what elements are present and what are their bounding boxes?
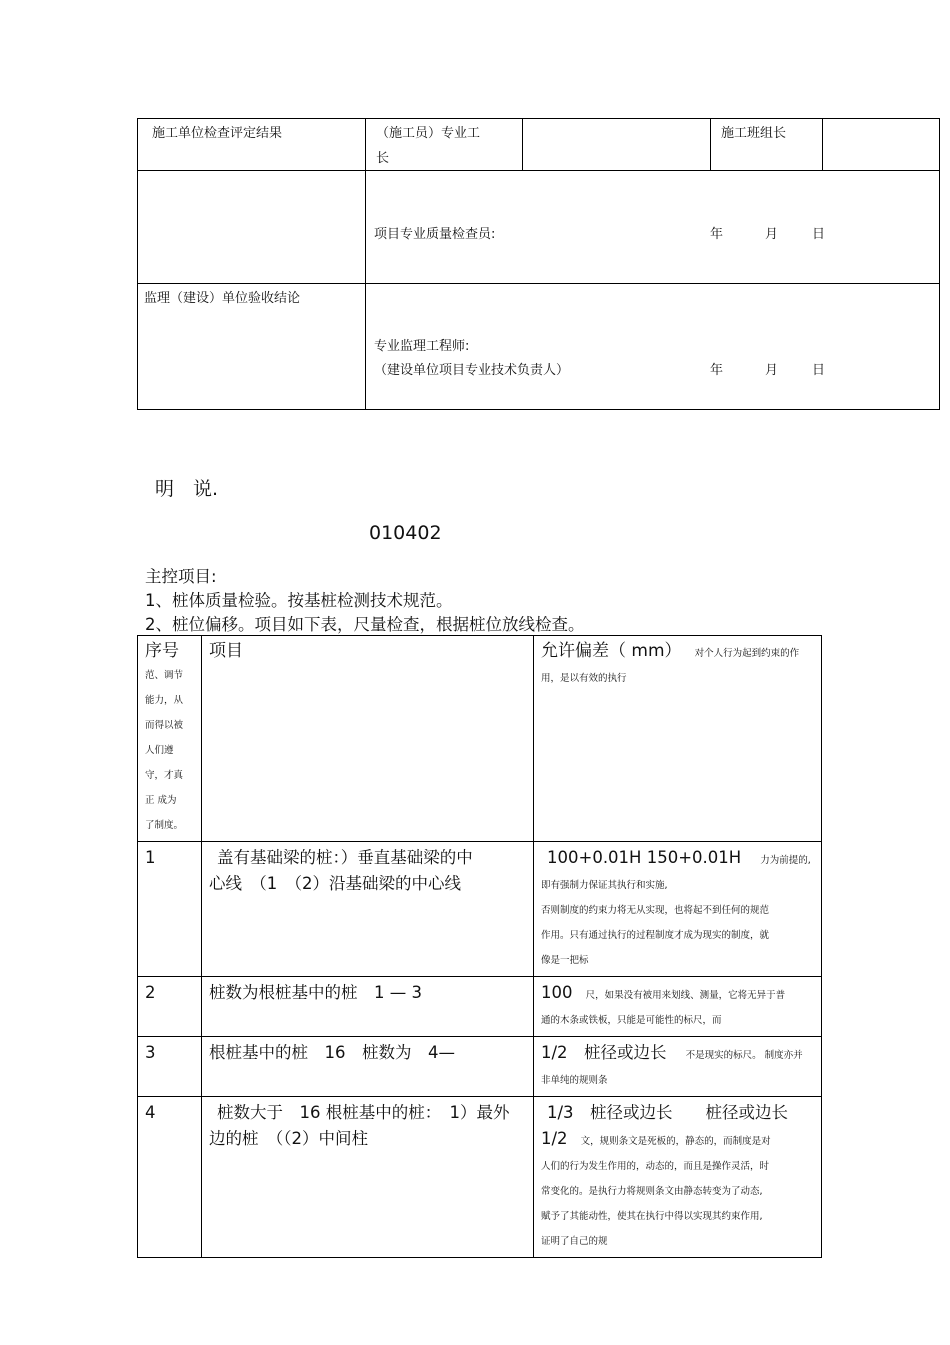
supervisor-month: 月 <box>765 363 779 378</box>
row-item-line: 根桩基中的桩 16 桩数为 4— <box>209 1043 455 1062</box>
inspector-label: 项目专业质量检查员: <box>374 227 496 242</box>
owner-rep-label: （建设单位项目专业技术负责人） <box>374 363 570 378</box>
row-tol-main: 1/3 桩径或边长 桩径或边长 <box>547 1103 789 1122</box>
seq-note-line: 了制度。 <box>145 820 184 831</box>
inspector-year: 年 <box>710 227 724 242</box>
construction-result-label: 施工单位检查评定结果 <box>152 126 283 141</box>
row-seq: 4 <box>138 1097 202 1258</box>
table-header-row <box>138 636 822 842</box>
supervision-label-cell <box>138 284 366 410</box>
row-tol-note-line: 像是一把标 <box>541 955 589 966</box>
row-seq: 3 <box>138 1037 202 1097</box>
seq-header-cell <box>138 636 202 842</box>
team-leader-label: 施工班组长 <box>721 126 787 141</box>
seq-note-line: 正 成为 <box>145 795 177 806</box>
team-leader-label-cell <box>711 119 823 171</box>
section-code: 010402 <box>369 522 442 544</box>
tol-header-cell <box>534 636 822 842</box>
foreman-label-cell <box>366 119 523 171</box>
construction-result-label-cell <box>138 119 366 171</box>
main-item-2: 2、桩位偏移。项目如下表，尺量检查，根据桩位放线检查。 <box>145 615 585 634</box>
supervisor-year: 年 <box>710 363 724 378</box>
row-tol-note-line: 证明了自己的规 <box>541 1236 608 1247</box>
section-heading: 明 说. <box>155 478 219 500</box>
blank-cell <box>138 171 366 284</box>
row-tol-note-line: 人们的行为发生作用的，动态的，而且是操作灵活，时 <box>541 1161 770 1172</box>
row-item-cell <box>202 1037 534 1097</box>
inspector-month: 月 <box>765 227 779 242</box>
main-items-label: 主控项目: <box>145 567 217 586</box>
row-tol-note: 文，规则条文是死板的，静态的，而制度是对 <box>580 1136 771 1147</box>
team-leader-value-cell <box>823 119 940 171</box>
tol-header-note: 对个人行为起到约束的作 <box>694 648 800 659</box>
main-item-1: 1、桩体质量检验。按基桩检测技术规范。 <box>145 591 453 610</box>
tol-header-note-line2: 用，是以有效的执行 <box>541 673 627 684</box>
supervisor-day: 日 <box>812 363 826 378</box>
row-tol-note-line: 通的木条或铁板，只能是可能性的标尺，而 <box>541 1015 722 1026</box>
row-tol-note-line: 否则制度的约束力将无从实现，也将起不到任何的规范 <box>541 905 770 916</box>
item-header: 项目 <box>209 641 243 661</box>
row-tol-note-line: 作用。只有通过执行的过程制度才成为现实的制度，就 <box>541 930 770 941</box>
row-item-cell <box>202 977 534 1037</box>
row-tol-main-2: 1/2 <box>541 1129 568 1148</box>
seq-note-line: 而得以被 <box>145 720 184 731</box>
row-item-line: 桩数大于 16 根桩基中的桩： 1）最外 <box>217 1103 510 1122</box>
foreman-label-line2: 长 <box>376 151 390 166</box>
row-item-line: 边的桩 （（2）中间柱 <box>209 1129 368 1148</box>
row-tol-cell <box>534 1037 822 1097</box>
table-row <box>138 1037 822 1097</box>
row-tol-note-line: 常变化的。是执行力将规则条文由静态转变为了动态, <box>541 1186 763 1197</box>
seq-header: 序号 <box>145 641 179 661</box>
seq-note-line: 人们遵 <box>145 745 174 756</box>
item-header-cell <box>202 636 534 842</box>
inspector-day: 日 <box>812 227 826 242</box>
row-tol-main: 1/2 桩径或边长 <box>541 1043 667 1062</box>
row-tol-note-line: 非单纯的规则条 <box>541 1075 608 1086</box>
signoff-table <box>137 118 940 410</box>
tol-header: 允许偏差（ mm） <box>541 641 682 661</box>
row-tol-cell <box>534 842 822 977</box>
seq-note-line: 守，才真 <box>145 770 184 781</box>
row-item-cell <box>202 842 534 977</box>
row-seq: 2 <box>138 977 202 1037</box>
row-item-cell <box>202 1097 534 1258</box>
supervisor-label: 专业监理工程师: <box>374 339 470 354</box>
row-item-line: 桩数为根桩基中的桩 1 — 3 <box>209 983 422 1002</box>
seq-note-line: 能力，从 <box>145 695 184 706</box>
row-item-line: 盖有基础梁的桩：）垂直基础梁的中 <box>217 848 473 867</box>
table-row <box>138 977 822 1037</box>
row-seq: 1 <box>138 842 202 977</box>
row-tol-cell <box>534 1097 822 1258</box>
supervision-result-label: 监理（建设）单位验收结论 <box>144 291 301 306</box>
pile-deviation-table <box>137 635 822 1258</box>
row-tol-note-line: 赋予了其能动性，使其在执行中得以实现其约束作用, <box>541 1211 763 1222</box>
foreman-value-cell <box>523 119 711 171</box>
row-tol-main: 100 <box>541 983 573 1002</box>
row-tol-main: 100+0.01H 150+0.01H <box>547 848 742 867</box>
row-tol-note: 不是现实的标尺。 制度亦并 <box>685 1050 803 1061</box>
row-tol-note: 尺，如果没有被用来划线、测量，它将无异于普 <box>585 990 786 1001</box>
row-tol-note-line: 即有强制力保证其执行和实施, <box>541 880 668 891</box>
foreman-label-line1: （施工员）专业工 <box>376 126 481 141</box>
row-tol-note: 力为前提的, <box>760 855 811 866</box>
row-tol-cell <box>534 977 822 1037</box>
supervisor-cell <box>366 284 940 410</box>
inspector-cell <box>366 171 940 284</box>
seq-note-line: 范、调节 <box>145 670 184 681</box>
row-item-line: 心线 （1 （2）沿基础梁的中心线 <box>209 874 461 893</box>
table-row <box>138 842 822 977</box>
table-row <box>138 1097 822 1258</box>
